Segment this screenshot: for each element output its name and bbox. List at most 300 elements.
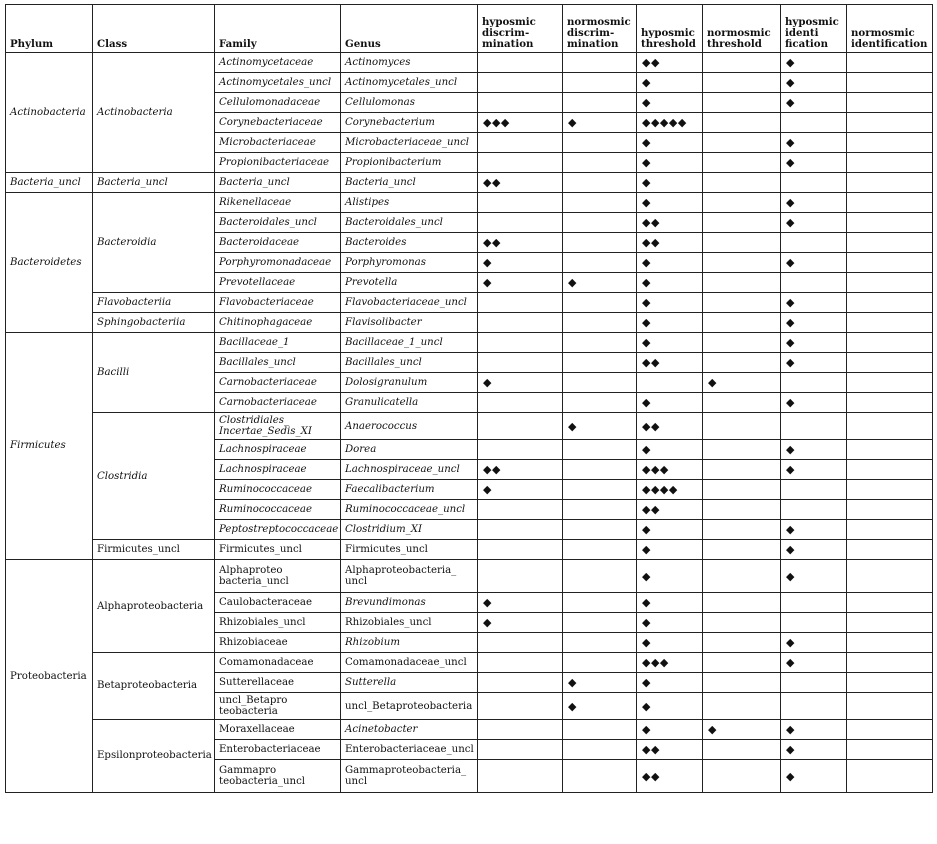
hyposmic-identification-cell: ◆ (781, 153, 847, 173)
hyposmic-identification-cell: ◆ (781, 333, 847, 353)
family-cell: Ruminococcaceae (215, 500, 341, 520)
normosmic-threshold-cell (703, 353, 781, 373)
hyposmic-identification-cell: ◆ (781, 53, 847, 73)
family-cell: Bacteria_uncl (215, 173, 341, 193)
normosmic-identification-cell (847, 593, 933, 613)
hyposmic-threshold-cell: ◆◆ (637, 740, 703, 760)
normosmic-threshold-cell (703, 273, 781, 293)
genus-cell: Acinetobacter (341, 720, 478, 740)
normosmic-identification-cell (847, 560, 933, 593)
genus-cell: Flavisolibacter (341, 313, 478, 333)
hyposmic-identification-cell (781, 373, 847, 393)
normosmic-threshold-cell (703, 760, 781, 793)
family-cell: Prevotellaceae (215, 273, 341, 293)
hyposmic-identification-cell: ◆ (781, 460, 847, 480)
hyposmic-discrimination-cell (478, 693, 563, 720)
hyposmic-threshold-cell: ◆ (637, 633, 703, 653)
taxonomy-table-container (5, 4, 933, 793)
normosmic-discrimination-cell (563, 520, 637, 540)
hyposmic-discrimination-cell (478, 393, 563, 413)
header-hyposmic-discrimination: hyposmic discrim- mination (478, 5, 563, 53)
normosmic-identification-cell (847, 613, 933, 633)
hyposmic-identification-cell: ◆ (781, 740, 847, 760)
hyposmic-identification-cell (781, 233, 847, 253)
hyposmic-threshold-cell: ◆◆◆◆ (637, 480, 703, 500)
hyposmic-discrimination-cell: ◆ (478, 273, 563, 293)
normosmic-discrimination-cell (563, 613, 637, 633)
normosmic-identification-cell (847, 460, 933, 480)
hyposmic-discrimination-cell: ◆◆ (478, 173, 563, 193)
hyposmic-discrimination-cell: ◆◆ (478, 460, 563, 480)
normosmic-identification-cell (847, 153, 933, 173)
normosmic-identification-cell (847, 373, 933, 393)
normosmic-identification-cell (847, 500, 933, 520)
text-line: uncl_Betapro (219, 695, 288, 706)
header-class: Class (93, 5, 215, 53)
hyposmic-threshold-cell: ◆ (637, 133, 703, 153)
normosmic-discrimination-cell (563, 313, 637, 333)
text-line: uncl (345, 776, 368, 787)
hyposmic-threshold-cell: ◆◆ (637, 213, 703, 233)
hyposmic-threshold-cell (637, 373, 703, 393)
hyposmic-discrimination-cell: ◆ (478, 613, 563, 633)
family-cell: Sutterellaceae (215, 673, 341, 693)
hyposmic-identification-cell: ◆ (781, 440, 847, 460)
hyposmic-threshold-cell: ◆ (637, 93, 703, 113)
hyposmic-identification-cell (781, 413, 847, 440)
normosmic-discrimination-cell (563, 73, 637, 93)
family-cell: Lachnospiraceae (215, 440, 341, 460)
hyposmic-threshold-cell: ◆ (637, 720, 703, 740)
hyposmic-discrimination-cell: ◆ (478, 593, 563, 613)
hyposmic-discrimination-cell (478, 500, 563, 520)
family-cell: Enterobacteriaceae (215, 740, 341, 760)
normosmic-threshold-cell (703, 393, 781, 413)
normosmic-identification-cell (847, 480, 933, 500)
genus-cell: Porphyromonas (341, 253, 478, 273)
hyposmic-threshold-cell: ◆◆ (637, 413, 703, 440)
family-cell: Actinomycetaceae (215, 53, 341, 73)
normosmic-threshold-cell (703, 213, 781, 233)
genus-cell: Dorea (341, 440, 478, 460)
hyposmic-identification-cell (781, 480, 847, 500)
normosmic-identification-cell (847, 353, 933, 373)
class-cell: Actinobacteria (93, 53, 215, 173)
family-cell: Firmicutes_uncl (215, 540, 341, 560)
normosmic-identification-cell (847, 333, 933, 353)
hyposmic-identification-cell: ◆ (781, 353, 847, 373)
table-row (6, 313, 933, 333)
table-row (6, 333, 933, 353)
hyposmic-identification-cell: ◆ (781, 520, 847, 540)
normosmic-identification-cell (847, 720, 933, 740)
normosmic-threshold-cell (703, 113, 781, 133)
normosmic-threshold-cell (703, 293, 781, 313)
genus-cell: Microbacteriaceae_uncl (341, 133, 478, 153)
hyposmic-identification-cell (781, 693, 847, 720)
normosmic-discrimination-cell (563, 593, 637, 613)
normosmic-identification-cell (847, 273, 933, 293)
normosmic-threshold-cell (703, 740, 781, 760)
hyposmic-threshold-cell: ◆◆ (637, 500, 703, 520)
hyposmic-discrimination-cell (478, 440, 563, 460)
genus-cell: Enterobacteriaceae_uncl (341, 740, 478, 760)
family-cell: Corynebacteriaceae (215, 113, 341, 133)
hyposmic-discrimination-cell (478, 540, 563, 560)
family-cell: Rhizobiales_uncl (215, 613, 341, 633)
genus-cell: Actinomycetales_uncl (341, 73, 478, 93)
hyposmic-identification-cell (781, 173, 847, 193)
normosmic-threshold-cell (703, 500, 781, 520)
hyposmic-threshold-cell: ◆ (637, 693, 703, 720)
normosmic-discrimination-cell: ◆ (563, 413, 637, 440)
class-cell: Alphaproteobacteria (93, 560, 215, 653)
phylum-cell: Firmicutes (6, 333, 93, 560)
family-cell: Bacteroidales_uncl (215, 213, 341, 233)
phylum-cell: Proteobacteria (6, 560, 93, 793)
text-line: uncl (345, 576, 368, 587)
genus-cell: Actinomyces (341, 53, 478, 73)
hyposmic-threshold-cell: ◆ (637, 673, 703, 693)
normosmic-discrimination-cell (563, 253, 637, 273)
hyposmic-threshold-cell: ◆ (637, 440, 703, 460)
genus-cell: Corynebacterium (341, 113, 478, 133)
normosmic-discrimination-cell (563, 93, 637, 113)
hyposmic-identification-cell: ◆ (781, 93, 847, 113)
hyposmic-discrimination-cell (478, 653, 563, 673)
hyposmic-discrimination-cell (478, 193, 563, 213)
genus-cell: Rhizobiales_uncl (341, 613, 478, 633)
hyposmic-identification-cell: ◆ (781, 653, 847, 673)
genus-cell: Flavobacteriaceae_uncl (341, 293, 478, 313)
normosmic-discrimination-cell: ◆ (563, 673, 637, 693)
phylum-cell: Actinobacteria (6, 53, 93, 173)
normosmic-discrimination-cell (563, 740, 637, 760)
normosmic-discrimination-cell (563, 133, 637, 153)
normosmic-discrimination-cell (563, 293, 637, 313)
family-cell: Comamonadaceae (215, 653, 341, 673)
normosmic-discrimination-cell (563, 440, 637, 460)
normosmic-threshold-cell (703, 193, 781, 213)
hyposmic-discrimination-cell (478, 93, 563, 113)
normosmic-identification-cell (847, 113, 933, 133)
normosmic-discrimination-cell (563, 213, 637, 233)
hyposmic-threshold-cell: ◆ (637, 193, 703, 213)
family-cell: Peptostreptococcaceae (215, 520, 341, 540)
genus-cell: Lachnospiraceae_uncl (341, 460, 478, 480)
genus-cell: Ruminococcaceae_uncl (341, 500, 478, 520)
text-line: teobacteria_uncl (219, 776, 306, 787)
hyposmic-threshold-cell: ◆ (637, 333, 703, 353)
normosmic-discrimination-cell: ◆ (563, 273, 637, 293)
normosmic-identification-cell (847, 760, 933, 793)
family-cell (215, 413, 341, 440)
normosmic-identification-cell (847, 393, 933, 413)
normosmic-discrimination-cell (563, 653, 637, 673)
hyposmic-threshold-cell: ◆◆ (637, 760, 703, 793)
hyposmic-threshold-cell: ◆ (637, 153, 703, 173)
genus-cell: Bacillales_uncl (341, 353, 478, 373)
hyposmic-threshold-cell: ◆ (637, 313, 703, 333)
family-cell: Rhizobiaceae (215, 633, 341, 653)
family-cell: Microbacteriaceae (215, 133, 341, 153)
class-cell: Flavobacteriia (93, 293, 215, 313)
header-genus: Genus (341, 5, 478, 53)
hyposmic-identification-cell: ◆ (781, 393, 847, 413)
normosmic-threshold-cell (703, 233, 781, 253)
genus-cell: Bacteria_uncl (341, 173, 478, 193)
hyposmic-identification-cell: ◆ (781, 293, 847, 313)
genus-cell: Propionibacterium (341, 153, 478, 173)
normosmic-threshold-cell (703, 133, 781, 153)
hyposmic-discrimination-cell: ◆ (478, 373, 563, 393)
hyposmic-threshold-cell: ◆ (637, 540, 703, 560)
normosmic-identification-cell (847, 413, 933, 440)
normosmic-threshold-cell (703, 520, 781, 540)
class-cell: Betaproteobacteria (93, 653, 215, 720)
hyposmic-discrimination-cell (478, 560, 563, 593)
family-cell: Carnobacteriaceae (215, 393, 341, 413)
family-cell: Chitinophagaceae (215, 313, 341, 333)
hyposmic-threshold-cell: ◆ (637, 73, 703, 93)
normosmic-threshold-cell: ◆ (703, 720, 781, 740)
normosmic-threshold-cell (703, 153, 781, 173)
text-line: teobacteria (219, 706, 278, 717)
family-cell: Bacillaceae_1 (215, 333, 341, 353)
hyposmic-identification-cell (781, 113, 847, 133)
hyposmic-identification-cell: ◆ (781, 213, 847, 233)
normosmic-threshold-cell (703, 673, 781, 693)
hyposmic-identification-cell: ◆ (781, 313, 847, 333)
genus-cell: Clostridium_XI (341, 520, 478, 540)
normosmic-discrimination-cell (563, 153, 637, 173)
hyposmic-identification-cell (781, 613, 847, 633)
table-row (6, 413, 933, 440)
table-body (6, 53, 933, 793)
family-cell: Flavobacteriaceae (215, 293, 341, 313)
phylum-cell: Bacteroidetes (6, 193, 93, 333)
normosmic-identification-cell (847, 213, 933, 233)
hyposmic-discrimination-cell: ◆◆ (478, 233, 563, 253)
hyposmic-threshold-cell: ◆◆ (637, 53, 703, 73)
hyposmic-discrimination-cell (478, 213, 563, 233)
normosmic-threshold-cell (703, 633, 781, 653)
normosmic-threshold-cell (703, 333, 781, 353)
normosmic-discrimination-cell (563, 353, 637, 373)
normosmic-threshold-cell (703, 253, 781, 273)
normosmic-threshold-cell (703, 653, 781, 673)
hyposmic-threshold-cell: ◆ (637, 393, 703, 413)
hyposmic-threshold-cell: ◆ (637, 173, 703, 193)
normosmic-discrimination-cell (563, 720, 637, 740)
normosmic-identification-cell (847, 53, 933, 73)
genus-cell: Dolosigranulum (341, 373, 478, 393)
table-row (6, 720, 933, 740)
genus-cell: Brevundimonas (341, 593, 478, 613)
hyposmic-threshold-cell: ◆ (637, 253, 703, 273)
family-cell: Caulobacteraceae (215, 593, 341, 613)
hyposmic-threshold-cell: ◆◆◆◆◆ (637, 113, 703, 133)
normosmic-identification-cell (847, 193, 933, 213)
normosmic-discrimination-cell (563, 53, 637, 73)
hyposmic-discrimination-cell (478, 673, 563, 693)
family-cell: Cellulomonadaceae (215, 93, 341, 113)
table-row (6, 293, 933, 313)
hyposmic-threshold-cell: ◆ (637, 520, 703, 540)
normosmic-threshold-cell (703, 73, 781, 93)
normosmic-identification-cell (847, 313, 933, 333)
table-row (6, 193, 933, 213)
hyposmic-discrimination-cell (478, 520, 563, 540)
normosmic-identification-cell (847, 253, 933, 273)
header-normosmic-discrimination: normosmic discrim- mination (563, 5, 637, 53)
genus-cell: Alistipes (341, 193, 478, 213)
header-row (6, 5, 933, 53)
normosmic-threshold-cell (703, 313, 781, 333)
hyposmic-discrimination-cell (478, 53, 563, 73)
table-row (6, 653, 933, 673)
text-line: Gammapro (219, 765, 277, 776)
hyposmic-threshold-cell: ◆ (637, 293, 703, 313)
genus-cell: Anaerococcus (341, 413, 478, 440)
genus-cell: Bacteroides (341, 233, 478, 253)
normosmic-discrimination-cell (563, 460, 637, 480)
normosmic-discrimination-cell: ◆ (563, 113, 637, 133)
class-cell: Firmicutes_uncl (93, 540, 215, 560)
family-cell: Porphyromonadaceae (215, 253, 341, 273)
hyposmic-threshold-cell: ◆ (637, 593, 703, 613)
table-row (6, 173, 933, 193)
normosmic-identification-cell (847, 740, 933, 760)
normosmic-threshold-cell (703, 540, 781, 560)
class-cell: Bacilli (93, 333, 215, 413)
header-family: Family (215, 5, 341, 53)
header-normosmic-threshold: normosmic threshold (703, 5, 781, 53)
hyposmic-threshold-cell: ◆◆◆ (637, 653, 703, 673)
hyposmic-discrimination-cell (478, 353, 563, 373)
normosmic-identification-cell (847, 133, 933, 153)
class-cell: Bacteroidia (93, 193, 215, 293)
family-cell: Ruminococcaceae (215, 480, 341, 500)
hyposmic-identification-cell: ◆ (781, 73, 847, 93)
normosmic-discrimination-cell (563, 373, 637, 393)
phylum-cell: Bacteria_uncl (6, 173, 93, 193)
header-normosmic-identification: normosmic identification (847, 5, 933, 53)
genus-cell: Bacillaceae_1_uncl (341, 333, 478, 353)
hyposmic-identification-cell (781, 593, 847, 613)
normosmic-threshold-cell (703, 613, 781, 633)
normosmic-discrimination-cell (563, 760, 637, 793)
hyposmic-discrimination-cell (478, 153, 563, 173)
normosmic-threshold-cell: ◆ (703, 373, 781, 393)
family-cell (215, 693, 341, 720)
normosmic-discrimination-cell: ◆ (563, 693, 637, 720)
normosmic-identification-cell (847, 520, 933, 540)
normosmic-threshold-cell (703, 53, 781, 73)
table-row (6, 53, 933, 73)
hyposmic-identification-cell: ◆ (781, 560, 847, 593)
text-line: Clostridiales_ (219, 415, 290, 426)
class-cell: Clostridia (93, 413, 215, 540)
normosmic-discrimination-cell (563, 633, 637, 653)
hyposmic-discrimination-cell (478, 313, 563, 333)
normosmic-threshold-cell (703, 593, 781, 613)
genus-cell: Granulicatella (341, 393, 478, 413)
family-cell: Carnobacteriaceae (215, 373, 341, 393)
hyposmic-identification-cell: ◆ (781, 760, 847, 793)
family-cell: Lachnospiraceae (215, 460, 341, 480)
text-line: Incertae_Sedis_XI (219, 426, 312, 437)
hyposmic-identification-cell: ◆ (781, 633, 847, 653)
normosmic-discrimination-cell (563, 333, 637, 353)
genus-cell: Cellulomonas (341, 93, 478, 113)
hyposmic-identification-cell (781, 500, 847, 520)
genus-cell: Comamonadaceae_uncl (341, 653, 478, 673)
genus-cell: Firmicutes_uncl (341, 540, 478, 560)
normosmic-identification-cell (847, 73, 933, 93)
hyposmic-identification-cell (781, 673, 847, 693)
hyposmic-discrimination-cell: ◆ (478, 480, 563, 500)
normosmic-identification-cell (847, 540, 933, 560)
normosmic-discrimination-cell (563, 393, 637, 413)
text-line: Gammaproteobacteria_ (345, 765, 467, 776)
normosmic-discrimination-cell (563, 193, 637, 213)
normosmic-identification-cell (847, 93, 933, 113)
hyposmic-discrimination-cell (478, 720, 563, 740)
family-cell: Actinomycetales_uncl (215, 73, 341, 93)
family-cell: Moraxellaceae (215, 720, 341, 740)
normosmic-identification-cell (847, 653, 933, 673)
table-row (6, 540, 933, 560)
hyposmic-identification-cell: ◆ (781, 253, 847, 273)
hyposmic-discrimination-cell (478, 73, 563, 93)
normosmic-identification-cell (847, 173, 933, 193)
hyposmic-threshold-cell: ◆◆ (637, 233, 703, 253)
normosmic-identification-cell (847, 293, 933, 313)
normosmic-threshold-cell (703, 560, 781, 593)
header-phylum: Phylum (6, 5, 93, 53)
table-row (6, 560, 933, 593)
family-cell: Rikenellaceae (215, 193, 341, 213)
text-line: Alphaproteobacteria_ (345, 565, 457, 576)
normosmic-discrimination-cell (563, 480, 637, 500)
normosmic-discrimination-cell (563, 500, 637, 520)
hyposmic-discrimination-cell (478, 760, 563, 793)
hyposmic-discrimination-cell: ◆◆◆ (478, 113, 563, 133)
class-cell: Bacteria_uncl (93, 173, 215, 193)
text-line: Alphaproteo (219, 565, 283, 576)
hyposmic-discrimination-cell (478, 633, 563, 653)
hyposmic-threshold-cell: ◆◆ (637, 353, 703, 373)
normosmic-identification-cell (847, 233, 933, 253)
genus-cell: Sutterella (341, 673, 478, 693)
hyposmic-discrimination-cell (478, 293, 563, 313)
genus-cell (341, 560, 478, 593)
header-hyposmic-threshold: hyposmic threshold (637, 5, 703, 53)
normosmic-discrimination-cell (563, 233, 637, 253)
genus-cell: Prevotella (341, 273, 478, 293)
genus-cell: uncl_Betaproteobacteria (341, 693, 478, 720)
hyposmic-discrimination-cell (478, 333, 563, 353)
genus-cell: Rhizobium (341, 633, 478, 653)
hyposmic-threshold-cell: ◆ (637, 560, 703, 593)
class-cell: Epsilonproteobacteria (93, 720, 215, 793)
normosmic-threshold-cell (703, 93, 781, 113)
family-cell (215, 560, 341, 593)
normosmic-threshold-cell (703, 480, 781, 500)
genus-cell: Faecalibacterium (341, 480, 478, 500)
hyposmic-identification-cell: ◆ (781, 193, 847, 213)
